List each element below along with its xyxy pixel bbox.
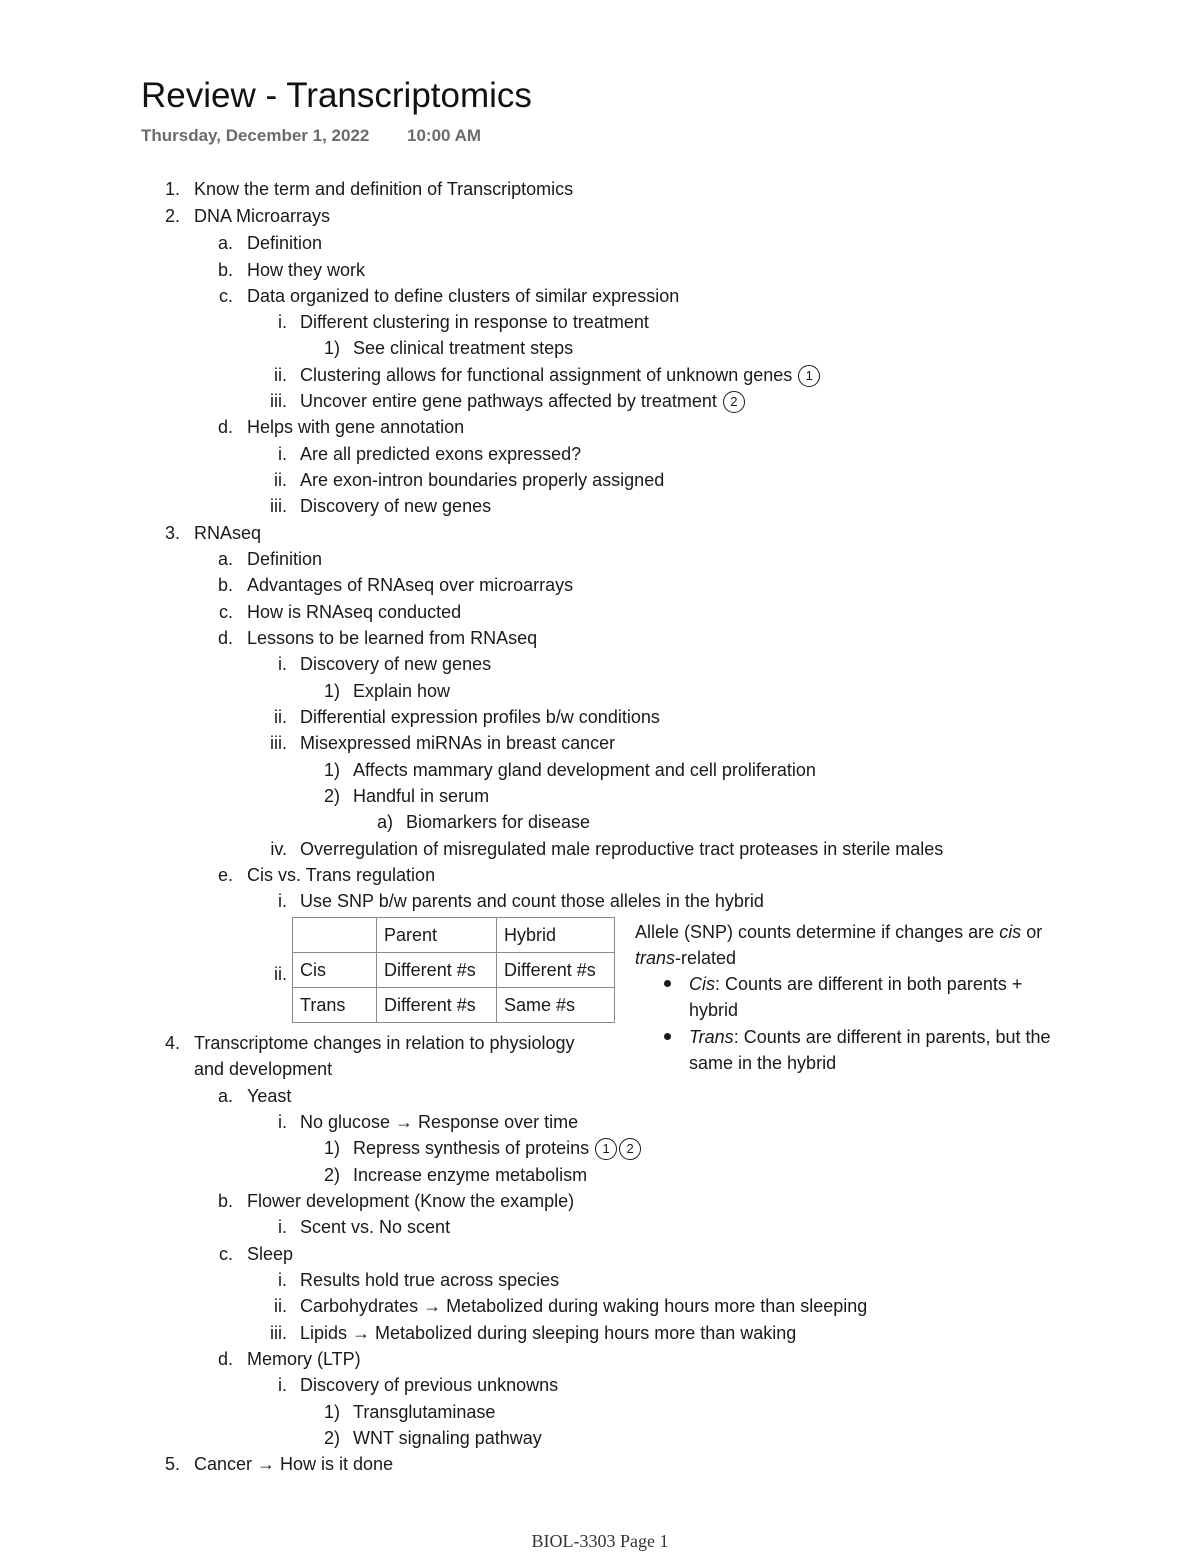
outline-item-text: Flower development (Know the example): [247, 1191, 575, 1211]
outline-number: 2): [323, 786, 340, 806]
outline-number: a.: [217, 233, 233, 253]
outline-item: [300, 838, 943, 860]
side-note-bullet-trans: [689, 1024, 1051, 1076]
outline-number: iii.: [270, 391, 287, 411]
outline-number: 1): [323, 1402, 340, 1422]
outline-number: i.: [278, 312, 287, 332]
side-note-trans-term: trans: [635, 948, 676, 968]
outline-number: 5.: [164, 1454, 180, 1474]
page-time: 10:00 AM: [407, 126, 482, 145]
outline-item: [247, 1243, 293, 1265]
outline-item: [300, 1216, 450, 1238]
outline-number: e.: [217, 865, 233, 885]
outline-item-text: Memory (LTP): [247, 1349, 361, 1369]
outline-item: [247, 601, 461, 623]
outline-number: d.: [217, 417, 233, 437]
outline-number: b.: [217, 1191, 233, 1211]
circled-number-icon: 2: [619, 1138, 641, 1160]
outline-item: [406, 811, 590, 833]
outline-item: [353, 785, 489, 807]
outline-item-text: How is RNAseq conducted: [247, 602, 462, 622]
outline-number: a): [376, 812, 393, 832]
page-date: Thursday, December 1, 2022: [141, 126, 370, 145]
outline-item: [300, 364, 820, 387]
outline-number: 2): [323, 1165, 340, 1185]
outline-number: ii.: [274, 964, 287, 984]
outline-item: [247, 1348, 361, 1370]
outline-item-text: Differential expression profiles b/w conditions: [300, 707, 660, 727]
outline-item: [300, 890, 764, 912]
side-note-bullet-cis: [689, 971, 1022, 1023]
outline-item-text: and development: [194, 1059, 333, 1079]
outline-item-text: Discovery of previous unknowns: [300, 1375, 559, 1395]
outline-item-text: Advantages of RNAseq over microarrays: [247, 575, 574, 595]
outline-item: [247, 1190, 574, 1212]
outline-item: [300, 1322, 796, 1344]
outline-item: [247, 416, 464, 438]
table-cell: [293, 918, 377, 953]
outline-item-text: Misexpressed miRNAs in breast cancer: [300, 733, 616, 753]
outline-number: i.: [278, 1375, 287, 1395]
outline-item-text: Handful in serum: [353, 786, 490, 806]
outline-number: iii.: [270, 1323, 287, 1343]
side-note-cis-term: cis: [999, 922, 1022, 942]
outline-number: c.: [218, 1244, 233, 1264]
table-cell: Same #s: [497, 988, 615, 1023]
outline-item-text: Discovery of new genes: [300, 654, 492, 674]
outline-number: a.: [217, 549, 233, 569]
outline-item: [194, 1453, 393, 1475]
outline-item-text: Definition: [247, 233, 323, 253]
outline-item-text: Transglutaminase: [353, 1402, 496, 1422]
outline-item-text: Lipids → Metabolized during sleeping hours more than waking: [300, 1323, 797, 1343]
outline-number: i.: [278, 654, 287, 674]
bullet-term: Trans: [689, 1027, 734, 1047]
outline-number: d.: [217, 1349, 233, 1369]
outline-item: [300, 732, 615, 754]
outline-item: [247, 1085, 291, 1107]
cis-trans-table: [292, 917, 615, 1023]
outline-item: [247, 548, 322, 570]
outline-item-text: DNA Microarrays: [194, 206, 331, 226]
outline-item: [247, 864, 435, 886]
outline-item: [300, 706, 660, 728]
outline-number: ii.: [274, 1296, 287, 1316]
side-note-text: -related: [675, 948, 737, 968]
outline-item-text: Biomarkers for disease: [406, 812, 591, 832]
outline-number: iii.: [270, 496, 287, 516]
outline-item-text: Increase enzyme metabolism: [353, 1165, 588, 1185]
outline-item: [300, 311, 649, 333]
outline-item-text: Explain how: [353, 681, 451, 701]
bullet-text: : Counts are different in both parents +: [715, 974, 1023, 994]
table-cell: Cis: [293, 953, 377, 988]
outline-item: [300, 1374, 558, 1396]
outline-item: [353, 1427, 542, 1449]
outline-item-text: Different clustering in response to treatment: [300, 312, 649, 332]
bullet-term: Cis: [689, 974, 715, 994]
table-header-hybrid: Hybrid: [497, 918, 615, 953]
bullet-icon: [664, 1033, 671, 1040]
table-header-parent: Parent: [377, 918, 497, 953]
circled-number-icon: 2: [723, 391, 745, 413]
outline-item-text: Affects mammary gland development and cell proliferation: [353, 760, 816, 780]
table-cell: Different #s: [497, 953, 615, 988]
outline-item: [194, 178, 573, 200]
table-header-row: [293, 918, 615, 953]
outline-item-text: RNAseq: [194, 523, 262, 543]
outline-item: [300, 1111, 578, 1133]
outline-number: i.: [278, 1217, 287, 1237]
outline-item-text: Scent vs. No scent: [300, 1217, 451, 1237]
outline-item: [247, 259, 365, 281]
outline-number: i.: [278, 1270, 287, 1290]
outline-item: [247, 574, 573, 596]
outline-item: [300, 1295, 867, 1317]
table-cell: Different #s: [377, 953, 497, 988]
outline-item: [194, 205, 330, 227]
outline-item-text: Carbohydrates → Metabolized during waking hours more than sleeping: [300, 1296, 868, 1316]
outline-item: [194, 1032, 575, 1054]
outline-item-text: Results hold true across species: [300, 1270, 560, 1290]
circled-number-icon: 1: [798, 365, 820, 387]
table-row: [293, 953, 615, 988]
side-note-text: or: [1021, 922, 1043, 942]
outline-item-text: Helps with gene annotation: [247, 417, 465, 437]
outline-item-text: How they work: [247, 260, 366, 280]
outline-item-text: Repress synthesis of proteins: [353, 1138, 590, 1158]
outline-number: 1): [323, 1138, 340, 1158]
outline-item: [353, 759, 816, 781]
side-note-text: Allele (SNP) counts determine if changes are: [635, 922, 1000, 942]
outline-number: 1.: [164, 179, 180, 199]
outline-item: [353, 337, 573, 359]
outline-number: 2.: [164, 206, 180, 226]
outline-item: [300, 469, 664, 491]
outline-item-text: Transcriptome changes in relation to physiology: [194, 1033, 575, 1053]
outline-number: 2): [323, 1428, 340, 1448]
outline-item: [300, 1269, 559, 1291]
outline-item: [247, 232, 322, 254]
outline-item-text: Are exon-intron boundaries properly assigned: [300, 470, 665, 490]
outline-item-text: Lessons to be learned from RNAseq: [247, 628, 538, 648]
outline-number: i.: [278, 444, 287, 464]
outline-number: 3.: [164, 523, 180, 543]
table-cell: Trans: [293, 988, 377, 1023]
outline-item-text: Cis vs. Trans regulation: [247, 865, 436, 885]
outline-item: [300, 390, 745, 413]
outline-item: [353, 1137, 641, 1160]
outline-item-text: Know the term and definition of Transcriptomics: [194, 179, 574, 199]
outline-number: ii.: [274, 365, 287, 385]
bullet-text: hybrid: [689, 1000, 739, 1020]
page-title: Review - Transcriptomics: [141, 76, 532, 115]
outline-item: [247, 627, 537, 649]
outline-item: [353, 1164, 587, 1186]
outline-item-text: Definition: [247, 549, 323, 569]
outline-item: [353, 1401, 495, 1423]
outline-item-text: Use SNP b/w parents and count those alleles in the hybrid: [300, 891, 764, 911]
outline-number: d.: [217, 628, 233, 648]
outline-number: i.: [278, 891, 287, 911]
outline-item: [300, 495, 491, 517]
circled-number-icon: 1: [595, 1138, 617, 1160]
outline-number: b.: [217, 575, 233, 595]
bullet-text: same in the hybrid: [689, 1053, 837, 1073]
outline-number: c.: [218, 602, 233, 622]
outline-number: a.: [217, 1086, 233, 1106]
bullet-text: : Counts are different in parents, but the: [733, 1027, 1051, 1047]
outline-item: [194, 522, 261, 544]
outline-number: b.: [217, 260, 233, 280]
outline-number: i.: [278, 1112, 287, 1132]
outline-item-text: Discovery of new genes: [300, 496, 492, 516]
outline-number: c.: [218, 286, 233, 306]
outline-item: [194, 1058, 332, 1080]
outline-item-text: Overregulation of misregulated male reproductive tract proteases in sterile males: [300, 839, 944, 859]
table-cell: Different #s: [377, 988, 497, 1023]
outline-item-text: Cancer → How is it done: [194, 1454, 394, 1474]
page-footer: BIOL-3303 Page 1: [531, 1531, 669, 1551]
outline-item-text: Yeast: [247, 1086, 292, 1106]
outline-item-text: Uncover entire gene pathways affected by treatment: [300, 391, 717, 411]
outline-item-text: Are all predicted exons expressed?: [300, 444, 582, 464]
side-note-intro: [635, 919, 1105, 971]
outline-item: [247, 285, 679, 307]
outline-number: iii.: [270, 733, 287, 753]
outline-item: [353, 680, 450, 702]
outline-item-text: Sleep: [247, 1244, 294, 1264]
outline-number: 1): [323, 760, 340, 780]
outline-number: 4.: [164, 1033, 180, 1053]
table-row: [293, 988, 615, 1023]
outline-item-text: Clustering allows for functional assignment of unknown genes: [300, 365, 793, 385]
outline-item-text: WNT signaling pathway: [353, 1428, 542, 1448]
outline-item: [300, 443, 581, 465]
outline-number: 1): [323, 338, 340, 358]
outline-number: iv.: [270, 839, 287, 859]
outline-item-text: See clinical treatment steps: [353, 338, 574, 358]
outline-number: 1): [323, 681, 340, 701]
outline-item-text: Data organized to define clusters of similar expression: [247, 286, 680, 306]
bullet-icon: [664, 980, 671, 987]
outline-number: ii.: [274, 707, 287, 727]
outline-item: [300, 653, 491, 675]
outline-item-text: No glucose → Response over time: [300, 1112, 579, 1132]
outline-number: ii.: [274, 470, 287, 490]
